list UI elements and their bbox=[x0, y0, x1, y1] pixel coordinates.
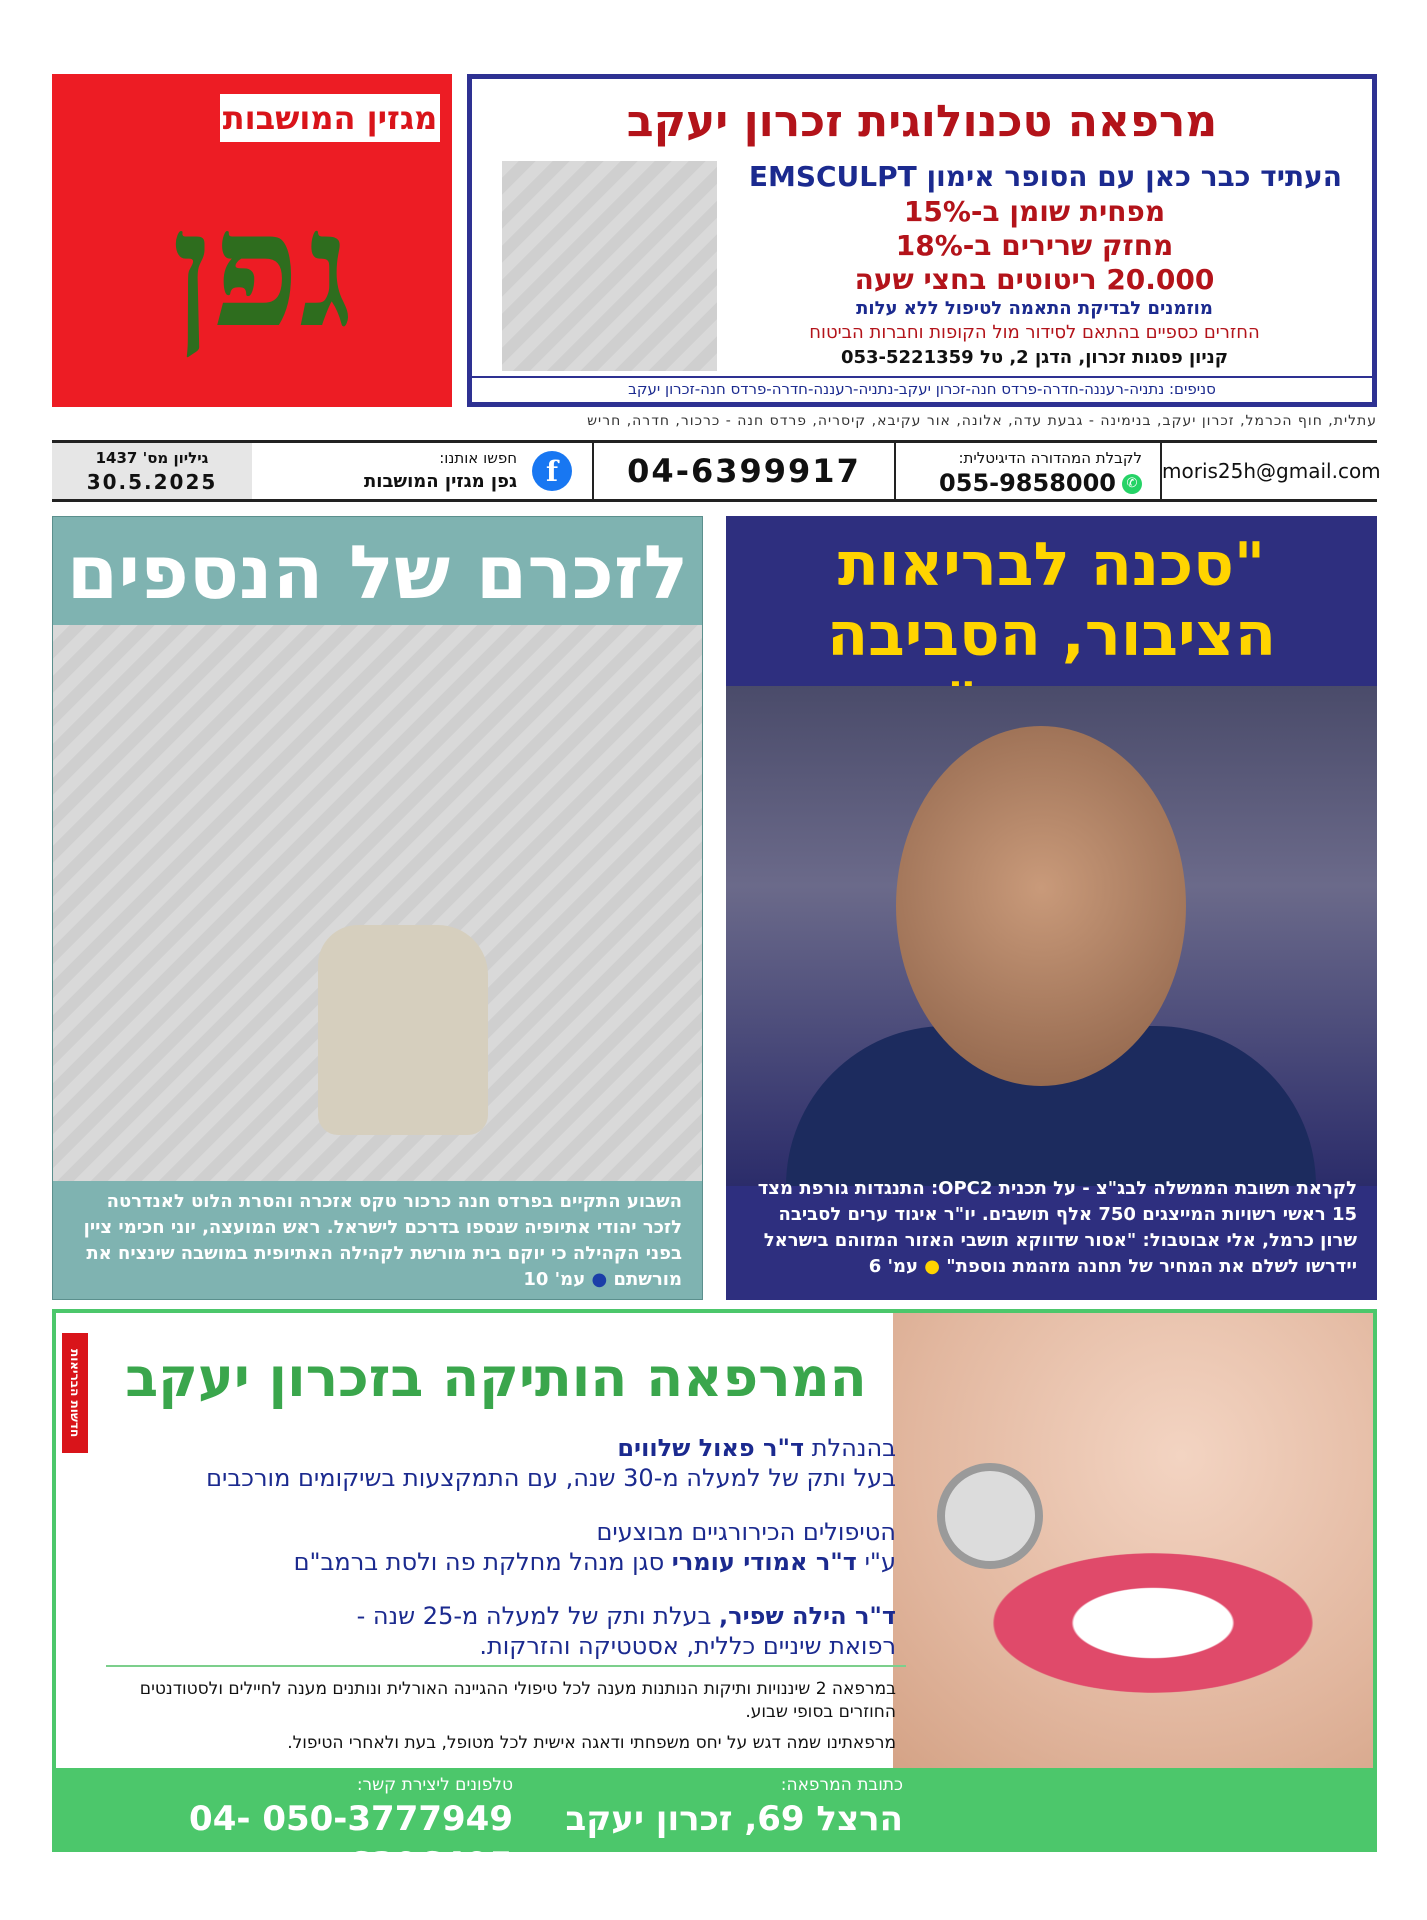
coverage-area-line: עתלית, חוף הכרמל, זכרון יעקב, בנימינה - גבעת עדה, אלונה, אור עקיבא, קיסריה, פרדס חנה - כרכור, חדרה, חריש bbox=[587, 413, 1377, 429]
clinic-advertisement bbox=[467, 74, 1377, 407]
dental-surgery-prefix: ע"י bbox=[864, 1548, 896, 1576]
memorial-caption-text: השבוע התקיים בפרדס חנה כרכור טקס אזכרה והסרת הלוט לאנדרטה לזכר יהודי אתיופיה שנספו בדרכם לישראל. ראש המועצה, יוני חכימי ציין בפני הקהילה כי יוקם בית מורשת לקהילה האתיופית במושבה שינציח את מורשתם bbox=[83, 1191, 682, 1290]
dental-mirror-icon bbox=[937, 1463, 1043, 1569]
clinic-ad-line: מוזמנים לבדיקת התאמה לטיפול ללא עלות bbox=[856, 298, 1213, 319]
memorial-title: לזכרם של הנספים bbox=[66, 530, 689, 616]
dental-surgery-title: הטיפולים הכירורגיים מבוצעים bbox=[596, 1518, 896, 1546]
dental-phones-block bbox=[56, 1774, 513, 1888]
memorial-photo bbox=[53, 625, 702, 1181]
dental-contact-footer bbox=[56, 1768, 1373, 1885]
digital-edition-label: לקבלת המהדורה הדיגיטלית: bbox=[958, 449, 1142, 467]
dental-divider bbox=[106, 1665, 906, 1667]
clinic-ad-branches: סניפים: נתניה-רעננה-חדרה-פרדס חנה-זכרון יעקב-נתניה-רעננה-חדרה-פרדס חנה-זכרון יעקב bbox=[472, 376, 1372, 398]
dental-address: הרצל 69, זכרון יעקב bbox=[565, 1799, 903, 1839]
dental-smile-photo bbox=[893, 1313, 1373, 1789]
logo-name: גפן bbox=[171, 175, 353, 363]
digital-edition-block[interactable] bbox=[912, 443, 1152, 499]
digital-edition-phone[interactable]: 055-9858000 bbox=[939, 469, 1116, 497]
health-portrait-photo bbox=[726, 686, 1377, 1186]
dental-third-desc: בעלת ותק של למעלה מ-25 שנה - bbox=[356, 1602, 712, 1630]
clinic-ad-line: מחזק שרירים ב-18% bbox=[895, 229, 1174, 262]
magazine-logo bbox=[52, 74, 452, 407]
issue-info bbox=[52, 443, 252, 499]
dental-note-hygiene: במרפאה 2 שיננויות ותיקות הנותנות מענה לכל טיפולי ההגיינה האורלית ונותנים מענה לחיילים ולסטודנטים החוזרים בסופי שבוע. bbox=[139, 1679, 896, 1722]
health-title: "סכנה לבריאות הציבור, הסביבה bbox=[826, 530, 1277, 670]
dental-phones[interactable]: 050-3777949 04-6396495 bbox=[189, 1799, 513, 1885]
dental-address-block bbox=[566, 1774, 903, 1842]
dental-mgmt-desc: בעל ותק של למעלה מ-30 שנה, עם התמקצעות בשיקומים מורכבים bbox=[206, 1464, 896, 1492]
memorial-caption: השבוע התקיים בפרדס חנה כרכור טקס אזכרה והסרת הלוט לאנדרטה לזכר יהודי אתיופיה שנספו בדרכם לישראל. ראש המועצה, יוני חכימי ציין בפני הקהילה כי יוקם בית מורשת לקהילה האתיופית במושבה שינציח את מורשתם ● עמ' 10 bbox=[83, 1191, 682, 1290]
portrait-face bbox=[896, 726, 1186, 1086]
clinic-ad-line: 20.000 ריטוטים בחצי שעה bbox=[854, 263, 1215, 296]
issue-date: 30.5.2025 bbox=[86, 470, 218, 494]
clinic-ad-line: מפחית שומן ב-15% bbox=[903, 195, 1166, 228]
dental-side-label: חדשות הבריאות bbox=[62, 1333, 88, 1453]
logo-tagline: מגזין המושבות bbox=[220, 94, 440, 142]
facebook-label: חפשו אותנו: bbox=[439, 449, 517, 467]
dental-ad-body bbox=[116, 1433, 896, 1661]
memorial-page-ref: עמ' 10 bbox=[523, 1269, 586, 1290]
dental-address-label: כתובת המרפאה: bbox=[780, 1775, 903, 1795]
dental-clinic-advertisement bbox=[52, 1309, 1377, 1885]
info-bar bbox=[52, 440, 1381, 502]
dental-third-desc2: רפואת שיניים כללית, אסטטיקה והזרקות. bbox=[479, 1632, 896, 1660]
health-page-ref: עמ' 6 bbox=[868, 1256, 919, 1277]
clinic-ad-address: קניון פסגות זכרון, הדגן 2, טל 053-5221359 bbox=[840, 347, 1229, 368]
clinic-ad-line: העתיד כבר כאן עם הסופר אימון EMSCULPT bbox=[748, 160, 1342, 193]
health-caption-text: לקראת תשובת הממשלה לבג"צ - על תכנית OPC2: התנגדות גורפת מצד 15 ראשי רשויות המייצגים 750 אלף תושבים. יו"ר איגוד ערים לסביבה שרון כרמל, אלי אבוטבול: "אסור שדווקא תושבי האזור המזוהם בישראל יידרשו לשלם את המחיר של תחנה מזהמת נוספת" bbox=[757, 1178, 1357, 1277]
whatsapp-icon: ✆ bbox=[1122, 474, 1142, 494]
facebook-name: גפן מגזין המושבות bbox=[363, 471, 517, 492]
dental-headline: המרפאה הותיקה בזכרון יעקב bbox=[125, 1346, 867, 1409]
dental-third-doctor: ד"ר הילה שפיר, bbox=[719, 1602, 896, 1630]
memorial-stone bbox=[318, 925, 488, 1135]
clinic-ad-headline: מרפאה טכנולוגית זכרון יעקב bbox=[626, 96, 1218, 147]
dental-phones-label: טלפונים ליצירת קשר: bbox=[356, 1775, 513, 1795]
health-story bbox=[726, 516, 1377, 1300]
smile-lips bbox=[993, 1553, 1313, 1693]
dental-surgery-doctor: ד"ר אמודי עומרי bbox=[671, 1548, 857, 1576]
dental-mgmt-doctor: ד"ר פאול שלווים bbox=[617, 1434, 805, 1462]
issue-number: גיליון מס' 1437 bbox=[95, 449, 209, 467]
health-caption: לקראת תשובת הממשלה לבג"צ - על תכנית OPC2: התנגדות גורפת מצד 15 ראשי רשויות המייצגים 750 אלף תושבים. יו"ר איגוד ערים לסביבה שרון כרמל, אלי אבוטבול: "אסור שדווקא תושבי האזור המזוהם בישראל יידרשו לשלם את המחיר של תחנה מזהמת נוספת" ● עמ' 6 bbox=[757, 1178, 1357, 1277]
clinic-ad-line: החזרים כספיים בהתאם לסידור מול הקופות וחברות הביטוח bbox=[809, 322, 1260, 343]
clinic-ad-photo bbox=[502, 161, 717, 371]
facebook-block[interactable] bbox=[282, 443, 572, 499]
memorial-story bbox=[52, 516, 703, 1300]
dental-mgmt-prefix: בהנהלת bbox=[811, 1434, 896, 1462]
office-phone[interactable]: 04-6399917 bbox=[592, 443, 896, 499]
dental-surgery-desc: סגן מנהל מחלקת פה ולסת ברמב"ם bbox=[293, 1548, 665, 1576]
dental-note-care: מרפאתינו שמה דגש על יחס משפחתי ודאגה אישית לכל מטופל, בעת ולאחרי הטיפול. bbox=[287, 1733, 896, 1753]
dental-notes bbox=[116, 1678, 896, 1755]
facebook-icon[interactable]: f bbox=[532, 451, 572, 491]
contact-email[interactable]: moris25h@gmail.com bbox=[1160, 443, 1379, 499]
